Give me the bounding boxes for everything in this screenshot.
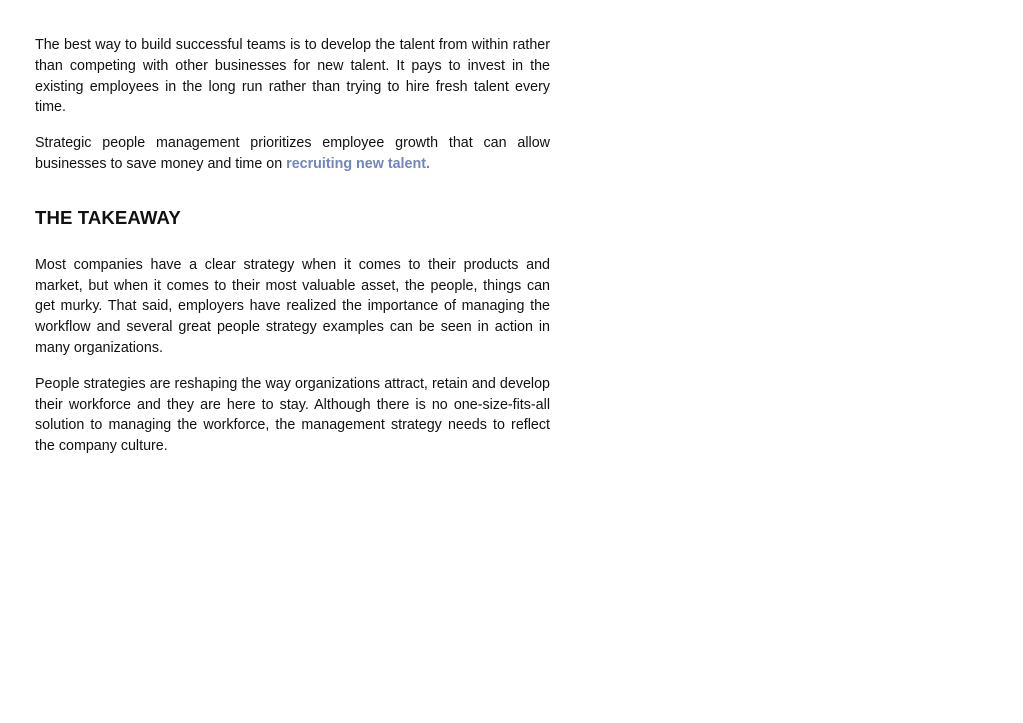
intro-paragraph: The best way to build successful teams is to develop the talent from within rather than competing with other businesses for new talent. It pays to invest in the existing employees in the long run rather than trying to hire fresh talent every time.: [35, 37, 550, 116]
strategic-paragraph-text: Strategic people management prioritizes employee growth that can allow businesses to save money and time on: [35, 135, 550, 172]
takeaway-paragraph-2: People strategies are reshaping the way organizations attract, retain and develop their workforce and they are here to stay. Although there is no one-size-fits-all solution to managing the workforce, the management strategy needs to reflect the company culture.: [35, 375, 550, 455]
article-body: [35, 35, 550, 457]
recruiting-link[interactable]: recruiting new talent.: [286, 155, 430, 172]
section-heading: THE TAKEAWAY: [35, 206, 181, 228]
takeaway-paragraph-1: Most companies have a clear strategy when it comes to their products and market, but when it comes to their most valuable asset, the people, things can get murky. That said, employers have realized the importance of managing the workflow and several great people strategy examples can be seen in action in many organizations.: [35, 256, 550, 356]
strategic-paragraph: [35, 133, 550, 175]
